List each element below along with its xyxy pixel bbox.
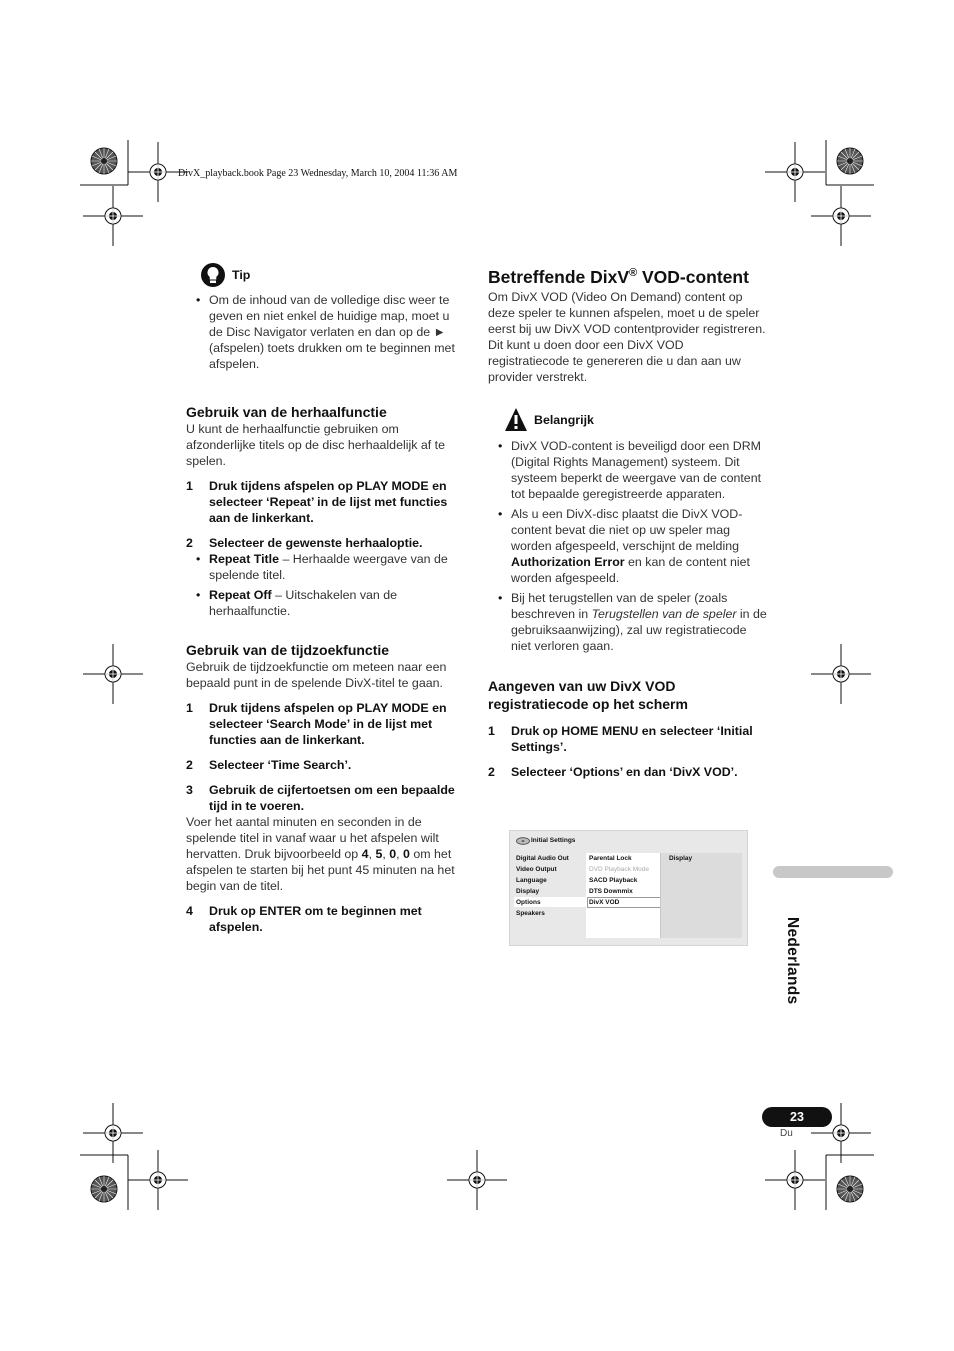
register-step-1: 1 Druk op HOME MENU en selecteer ‘Initial Settings’. <box>488 723 753 754</box>
important-list <box>488 438 768 654</box>
menu-item-video-output: Video Output <box>516 866 557 873</box>
repeat-option-off: • Repeat Off – Uitschakelen van de herhaalfunctie. <box>186 587 464 619</box>
repeat-heading: Gebruik van de herhaalfunctie <box>186 404 387 420</box>
vod-intro: Om DivX VOD (Video On Demand) content op deze speler te kunnen afspelen, moet u de speler eerst bij uw DivX VOD contentprovider registreren. Dit kunt u doen door een DivX VOD registratiecode te genereren die u dan aan uw provider verstrekt. <box>488 289 766 384</box>
repeat-step-2: 2 Selecteer de gewenste herhaaloptie. <box>186 536 423 550</box>
important-bullet-2: • Als u een DivX-disc plaatst die DivX VOD-content bevat die niet op uw speler mag worden afgespeeld, verschijnt de melding Authorization Error en kan de content niet worden afgespeeld. <box>488 506 768 586</box>
menu-item-language: Language <box>516 877 547 884</box>
page-language-code: Du <box>780 1128 793 1139</box>
search-step-3-body: Voer het aantal minuten en seconden in de spelende titel in vanaf waar u het afspelen wilt hervatten. Druk bijvoorbeeld op 4, 5, 0, 0 om het afspelen te starten bij het punt 45 minuten na het begin van de titel. <box>186 815 455 893</box>
tip-heading <box>200 262 464 288</box>
repeat-intro: U kunt de herhaalfunctie gebruiken om afzonderlijke titels op de disc herhaaldelijk af te spelen. <box>186 422 445 468</box>
repeat-options <box>186 551 464 619</box>
printer-line: DivX_playback.book Page 23 Wednesday, March 10, 2004 11:36 AM <box>178 168 458 179</box>
important-title: Belangrijk <box>534 412 594 427</box>
important-bullet-3: • Bij het terugstellen van de speler (zoals beschreven in Terugstellen van de speler in de gebruiksaanwijzing), zal uw registratiecode niet verloren gaan. <box>488 590 768 654</box>
warning-icon <box>504 407 528 433</box>
page-title: Betreffende DixV® VOD-content <box>488 266 749 287</box>
important-bullet-1: • DivX VOD-content is beveiligd door een DRM (Digital Rights Management) systeem. Dit systeem beperkt de weergave van de content tot bepaalde geregistreerde apparaten. <box>488 438 768 502</box>
repeat-option-title: • Repeat Title – Herhaalde weergave van de spelende titel. <box>186 551 464 583</box>
menu-item-speakers: Speakers <box>516 910 545 917</box>
search-step-1: 1 Druk tijdens afspelen op PLAY MODE en selecteer ‘Search Mode’ in de lijst met functies aan de linkerkant. <box>186 701 447 747</box>
search-step-4: 4 Druk op ENTER om te beginnen met afspelen. <box>186 904 422 934</box>
language-tab-label: Nederlands <box>784 917 801 1005</box>
page-number: 23 <box>762 1107 832 1127</box>
search-step-2: 2 Selecteer ‘Time Search’. <box>186 758 352 772</box>
tip-list <box>186 292 464 372</box>
register-step-2: 2 Selecteer ‘Options’ en dan ‘DivX VOD’. <box>488 764 738 779</box>
menu-item-digital-audio-out: Digital Audio Out <box>516 855 569 862</box>
submenu-dts-downmix: DTS Downmix <box>589 888 633 895</box>
detail-pane <box>660 853 742 938</box>
register-heading: Aangeven van uw DivX VOD registratiecode op het scherm <box>488 677 688 712</box>
tip-bullet: • Om de inhoud van de volledige disc weer te geven en niet enkel de huidige map, moet u de Disc Navigator verlaten en dan op de ► (afspelen) toets drukken om te beginnen met afspelen. <box>186 292 464 372</box>
left-column <box>186 262 464 935</box>
screen-title: Initial Settings <box>531 837 576 844</box>
right-column <box>488 262 768 780</box>
lightbulb-icon <box>200 262 226 288</box>
search-step-3: 3 Gebruik de cijfertoetsen om een bepaalde tijd in te voeren. <box>186 783 455 813</box>
initial-settings-screen <box>509 830 748 946</box>
submenu-divx-vod: DivX VOD <box>589 899 620 906</box>
search-heading: Gebruik van de tijdzoekfunctie <box>186 642 390 658</box>
detail-display: Display <box>669 855 693 862</box>
submenu-parental-lock: Parental Lock <box>589 855 632 862</box>
menu-item-options: Options <box>516 899 541 906</box>
search-intro: Gebruik de tijdzoekfunctie om meteen naar een bepaald punt in de spelende DivX-titel te gaan. <box>186 660 447 690</box>
tip-title: Tip <box>232 268 251 282</box>
disc-icon <box>516 837 530 845</box>
language-tab-bar <box>773 866 893 878</box>
submenu-sacd-playback: SACD Playback <box>589 877 638 884</box>
menu-item-display: Display <box>516 888 540 895</box>
important-heading <box>504 407 768 433</box>
submenu-dvd-playback-mode: DVD Playback Mode <box>589 866 649 873</box>
repeat-step-1: 1 Druk tijdens afspelen op PLAY MODE en selecteer ‘Repeat’ in de lijst met functies aan de linkerkant. <box>186 479 448 525</box>
